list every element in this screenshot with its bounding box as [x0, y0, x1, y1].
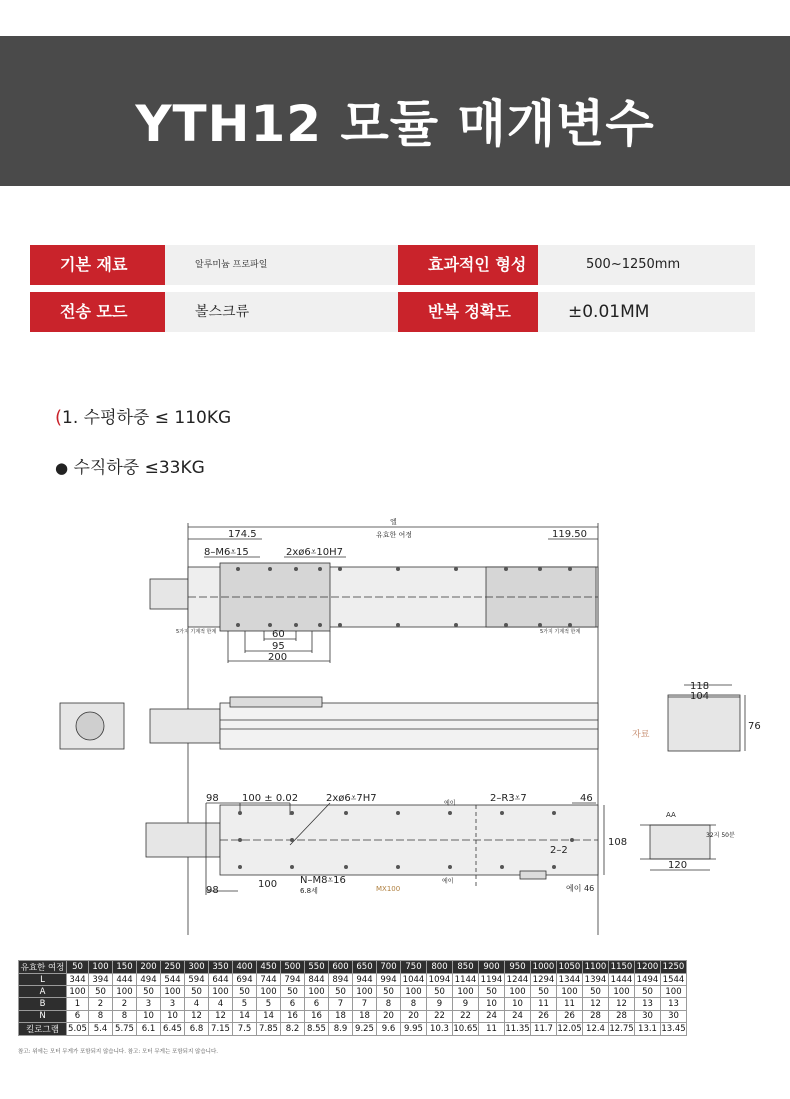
table-cell: 100 [305, 986, 329, 998]
side-104: 104 [690, 691, 710, 702]
stroke-header: 1200 [635, 961, 661, 974]
table-cell: 9 [427, 998, 453, 1010]
table-cell: 9 [453, 998, 479, 1010]
technical-drawing [0, 515, 790, 935]
table-cell: 9.25 [353, 1022, 377, 1035]
table-cell: 12.4 [583, 1022, 609, 1035]
table-cell: 26 [557, 1010, 583, 1022]
table-cell: 7 [353, 998, 377, 1010]
table-cell: 7 [329, 998, 353, 1010]
dim-95: 95 [272, 641, 285, 652]
table-cell: 6 [281, 998, 305, 1010]
table-cell: 13.45 [661, 1023, 686, 1034]
stroke-header: 950 [505, 961, 531, 974]
table-cell: 12 [583, 998, 609, 1010]
table-cell: 100 [557, 986, 583, 998]
stroke-header: 100 [89, 961, 113, 974]
bot-100-tol: 100 ± 0.02 [242, 793, 299, 804]
drawing-total-label: 엘 [390, 518, 397, 526]
table-cell: 12.75 [609, 1023, 634, 1034]
table-cell: 30 [661, 1010, 687, 1022]
table-cell: 1044 [401, 974, 427, 986]
page-title: YTH12 모듈 매개변수 [135, 95, 655, 153]
side-76: 76 [748, 721, 761, 732]
table-cell: 100 [353, 986, 377, 998]
table-cell: 6 [67, 1010, 89, 1022]
table-row [19, 1010, 687, 1022]
table-cell: 22 [427, 1010, 453, 1022]
table-cell: 100 [257, 986, 281, 998]
table-cell: 13 [661, 998, 687, 1010]
table-cell: 10 [479, 998, 505, 1010]
table-note: 참고: 위에는 모터 무게가 포함되지 않습니다. 참고: 모터 무게는 포함되지 않습니다. [18, 1049, 219, 1055]
stroke-header: 400 [233, 961, 257, 974]
table-cell: 24 [479, 1010, 505, 1022]
spec-value-material: 알루미늄 프로파일 [165, 245, 398, 285]
table-cell: 11 [557, 998, 583, 1010]
bot-holes: 2xø6⩡7H7 [326, 793, 377, 804]
table-cell: 12.05 [557, 1023, 582, 1034]
stroke-header: 700 [377, 961, 401, 974]
table-cell: 5 [257, 998, 281, 1010]
table-cell: 844 [305, 974, 329, 986]
table-cell: 394 [89, 974, 113, 986]
table-cell: 50 [281, 986, 305, 998]
table-cell: 11.35 [505, 1023, 530, 1034]
table-cell: 100 [209, 986, 233, 998]
table-cell: 6.1 [137, 1022, 161, 1035]
table-cell: 6 [305, 998, 329, 1010]
row-label: 킬로그램 [19, 1022, 67, 1035]
load-horizontal-text: 1. 수평하중 ≤ 110KG [62, 408, 232, 428]
stroke-header: 550 [305, 961, 329, 974]
load-horizontal [55, 403, 231, 428]
table-cell: 14 [257, 1010, 281, 1022]
table-cell: 16 [305, 1010, 329, 1022]
table-cell: 30 [635, 1010, 661, 1022]
table-cell: 14 [233, 1010, 257, 1022]
stroke-header: 350 [209, 961, 233, 974]
stroke-header: 850 [453, 961, 479, 974]
table-corner: 유효한 여정 [19, 961, 67, 974]
table-cell: 3 [137, 998, 161, 1010]
bot-98-top: 98 [206, 793, 219, 804]
stroke-header: 200 [137, 961, 161, 974]
table-cell: 4 [209, 998, 233, 1010]
table-row [19, 998, 687, 1010]
rail-side [220, 703, 598, 749]
spec-label-material: 기본 재료 [30, 245, 165, 285]
dim-60: 60 [272, 629, 285, 640]
table-cell: 10 [161, 1010, 185, 1022]
bot-nm8: N–M8⩡16 [300, 875, 346, 886]
table-cell: 644 [209, 974, 233, 986]
side-118: 118 [690, 681, 710, 692]
table-cell: 8.9 [329, 1022, 353, 1035]
load-vertical [55, 453, 205, 478]
stroke-header: 1150 [609, 961, 635, 974]
bot-68: 6.8세 [300, 887, 318, 895]
bot-46: 46 [580, 793, 593, 804]
table-cell: 1 [67, 998, 89, 1010]
stroke-header: 650 [353, 961, 377, 974]
table-cell: 5.4 [89, 1022, 113, 1035]
side-material: 자료 [632, 730, 650, 740]
table-cell: 8.2 [281, 1022, 305, 1035]
table-cell: 16 [281, 1010, 305, 1022]
row-label: L [19, 974, 67, 986]
stroke-header: 300 [185, 961, 209, 974]
stroke-header: 600 [329, 961, 353, 974]
table-cell: 444 [113, 974, 137, 986]
table-cell: 50 [89, 986, 113, 998]
table-cell: 28 [583, 1010, 609, 1022]
table-cell: 6.45 [161, 1022, 185, 1035]
table-cell: 344 [67, 974, 89, 986]
aa-120: 120 [668, 860, 688, 871]
table-cell: 794 [281, 974, 305, 986]
stroke-header: 50 [67, 961, 89, 974]
motor-side [150, 709, 220, 743]
stroke-header: 1050 [557, 961, 583, 974]
table-cell: 18 [329, 1010, 353, 1022]
table-cell: 12 [609, 998, 635, 1010]
load-vertical-text: 수직하중 ≤33KG [73, 458, 205, 478]
bot-108: 108 [608, 837, 628, 848]
bot-mx: MX100 [376, 885, 401, 893]
table-cell: 100 [505, 986, 531, 998]
table-cell: 13.1 [635, 1022, 661, 1035]
table-cell: 50 [377, 986, 401, 998]
table-cell: 4 [185, 998, 209, 1010]
table-cell: 50 [531, 986, 557, 998]
spec-label-accuracy: 반복 정확도 [398, 292, 538, 332]
bot-100: 100 [258, 879, 278, 890]
stroke-header: 450 [257, 961, 281, 974]
table-cell: 1344 [557, 974, 583, 986]
bullet-icon: ● [55, 459, 69, 477]
bot-ei-mid: 에이 [442, 878, 454, 885]
table-cell: 7.15 [209, 1022, 233, 1035]
table-cell: 50 [185, 986, 209, 998]
table-cell: 2 [89, 998, 113, 1010]
table-cell: 744 [257, 974, 281, 986]
table-cell: 12 [185, 1010, 209, 1022]
table-cell: 1544 [661, 974, 687, 986]
table-cell: 5.05 [68, 1023, 87, 1034]
dim-holes-top: 2xø6⩡10H7 [286, 547, 344, 558]
table-cell: 8 [401, 998, 427, 1010]
aa-label: AA [666, 811, 676, 819]
table-cell: 50 [635, 986, 661, 998]
table-cell: 50 [329, 986, 353, 998]
red-bracket-icon: ( [55, 407, 63, 428]
header-banner [0, 36, 790, 186]
stroke-header: 1100 [583, 961, 609, 974]
table-cell: 11 [479, 1022, 505, 1035]
spec-table [18, 960, 687, 1036]
table-cell: 22 [453, 1010, 479, 1022]
table-cell: 11.7 [531, 1022, 557, 1035]
table-header-row [19, 961, 687, 974]
stroke-header: 800 [427, 961, 453, 974]
table-cell: 8 [89, 1010, 113, 1022]
row-label: B [19, 998, 67, 1010]
table-cell: 100 [609, 986, 635, 998]
row-label: N [19, 1010, 67, 1022]
spec-value-transmission: 볼스크류 [165, 292, 398, 332]
stroke-header: 750 [401, 961, 427, 974]
table-cell: 50 [427, 986, 453, 998]
aa-section [650, 825, 710, 859]
table-cell: 5 [233, 998, 257, 1010]
table-cell: 694 [233, 974, 257, 986]
dim-119: 119.50 [552, 529, 587, 540]
row-label: A [19, 986, 67, 998]
table-cell: 8 [377, 998, 401, 1010]
stroke-header: 500 [281, 961, 305, 974]
motor-top [150, 579, 188, 609]
table-cell: 1244 [505, 974, 531, 986]
table-cell: 1294 [531, 974, 557, 986]
bot-ei46: 에이 46 [566, 884, 595, 893]
motor-bottom [146, 823, 220, 857]
table-cell: 13 [635, 998, 661, 1010]
spec-value-stroke: 500~1250mm [538, 245, 755, 285]
table-cell: 9.95 [401, 1022, 427, 1035]
table-row [19, 974, 687, 986]
table-cell: 544 [161, 974, 185, 986]
table-cell: 1444 [609, 974, 635, 986]
stroke-header: 1000 [531, 961, 557, 974]
bot-r3: 2–R3⩡7 [490, 793, 527, 804]
table-cell: 1494 [635, 974, 661, 986]
table-cell: 494 [137, 974, 161, 986]
table-cell: 10 [505, 998, 531, 1010]
table-cell: 100 [453, 986, 479, 998]
bot-ei-top: 에이 [444, 800, 456, 807]
limit-left: 5가지 기계적 한계 [176, 629, 217, 635]
table-cell: 12 [209, 1010, 233, 1022]
table-cell: 3 [161, 998, 185, 1010]
table-cell: 9.6 [377, 1022, 401, 1035]
table-cell: 100 [67, 986, 89, 998]
stroke-header: 250 [161, 961, 185, 974]
table-row [19, 1022, 687, 1035]
table-cell: 11 [531, 998, 557, 1010]
table-cell: 50 [583, 986, 609, 998]
spec-value-accuracy: ±0.01MM [538, 292, 755, 332]
dim-m6: 8–M6⩡15 [204, 547, 249, 558]
table-cell: 50 [233, 986, 257, 998]
table-cell: 50 [137, 986, 161, 998]
table-cell: 20 [377, 1010, 401, 1022]
table-cell: 994 [377, 974, 401, 986]
aa-32: 32지 50분 [706, 832, 735, 839]
table-cell: 10.3 [427, 1022, 453, 1035]
table-cell: 894 [329, 974, 353, 986]
table-cell: 10.65 [453, 1023, 478, 1034]
table-cell: 100 [401, 986, 427, 998]
table-cell: 8.55 [305, 1022, 329, 1035]
table-cell: 100 [161, 986, 185, 998]
table-cell: 5.75 [113, 1022, 137, 1035]
spec-label-stroke: 효과적인 형성 [398, 245, 538, 285]
table-cell: 944 [353, 974, 377, 986]
dim-174: 174.5 [228, 529, 257, 540]
table-row [19, 986, 687, 998]
stroke-header: 150 [113, 961, 137, 974]
stroke-header: 1250 [661, 961, 687, 974]
end-view-right [668, 695, 740, 751]
table-cell: 24 [505, 1010, 531, 1022]
table-cell: 7.5 [233, 1022, 257, 1035]
bot-22: 2–2 [550, 845, 568, 856]
spec-label-transmission: 전송 모드 [30, 292, 165, 332]
table-cell: 28 [609, 1010, 635, 1022]
table-cell: 1094 [427, 974, 453, 986]
limit-right: 5가지 기계적 한계 [540, 629, 581, 635]
table-cell: 100 [661, 986, 687, 998]
table-cell: 1144 [453, 974, 479, 986]
table-cell: 1194 [479, 974, 505, 986]
table-cell: 10 [137, 1010, 161, 1022]
bot-98-bottom: 98 [206, 885, 219, 896]
dim-200: 200 [268, 652, 288, 663]
stroke-header: 900 [479, 961, 505, 974]
table-cell: 100 [113, 986, 137, 998]
table-cell: 2 [113, 998, 137, 1010]
table-cell: 6.8 [185, 1022, 209, 1035]
table-cell: 8 [113, 1010, 137, 1022]
table-cell: 1394 [583, 974, 609, 986]
table-cell: 7.85 [257, 1022, 281, 1035]
dim-stroke: 유효한 여정 [376, 531, 413, 539]
table-cell: 594 [185, 974, 209, 986]
table-cell: 26 [531, 1010, 557, 1022]
table-cell: 18 [353, 1010, 377, 1022]
table-cell: 20 [401, 1010, 427, 1022]
table-cell: 50 [479, 986, 505, 998]
